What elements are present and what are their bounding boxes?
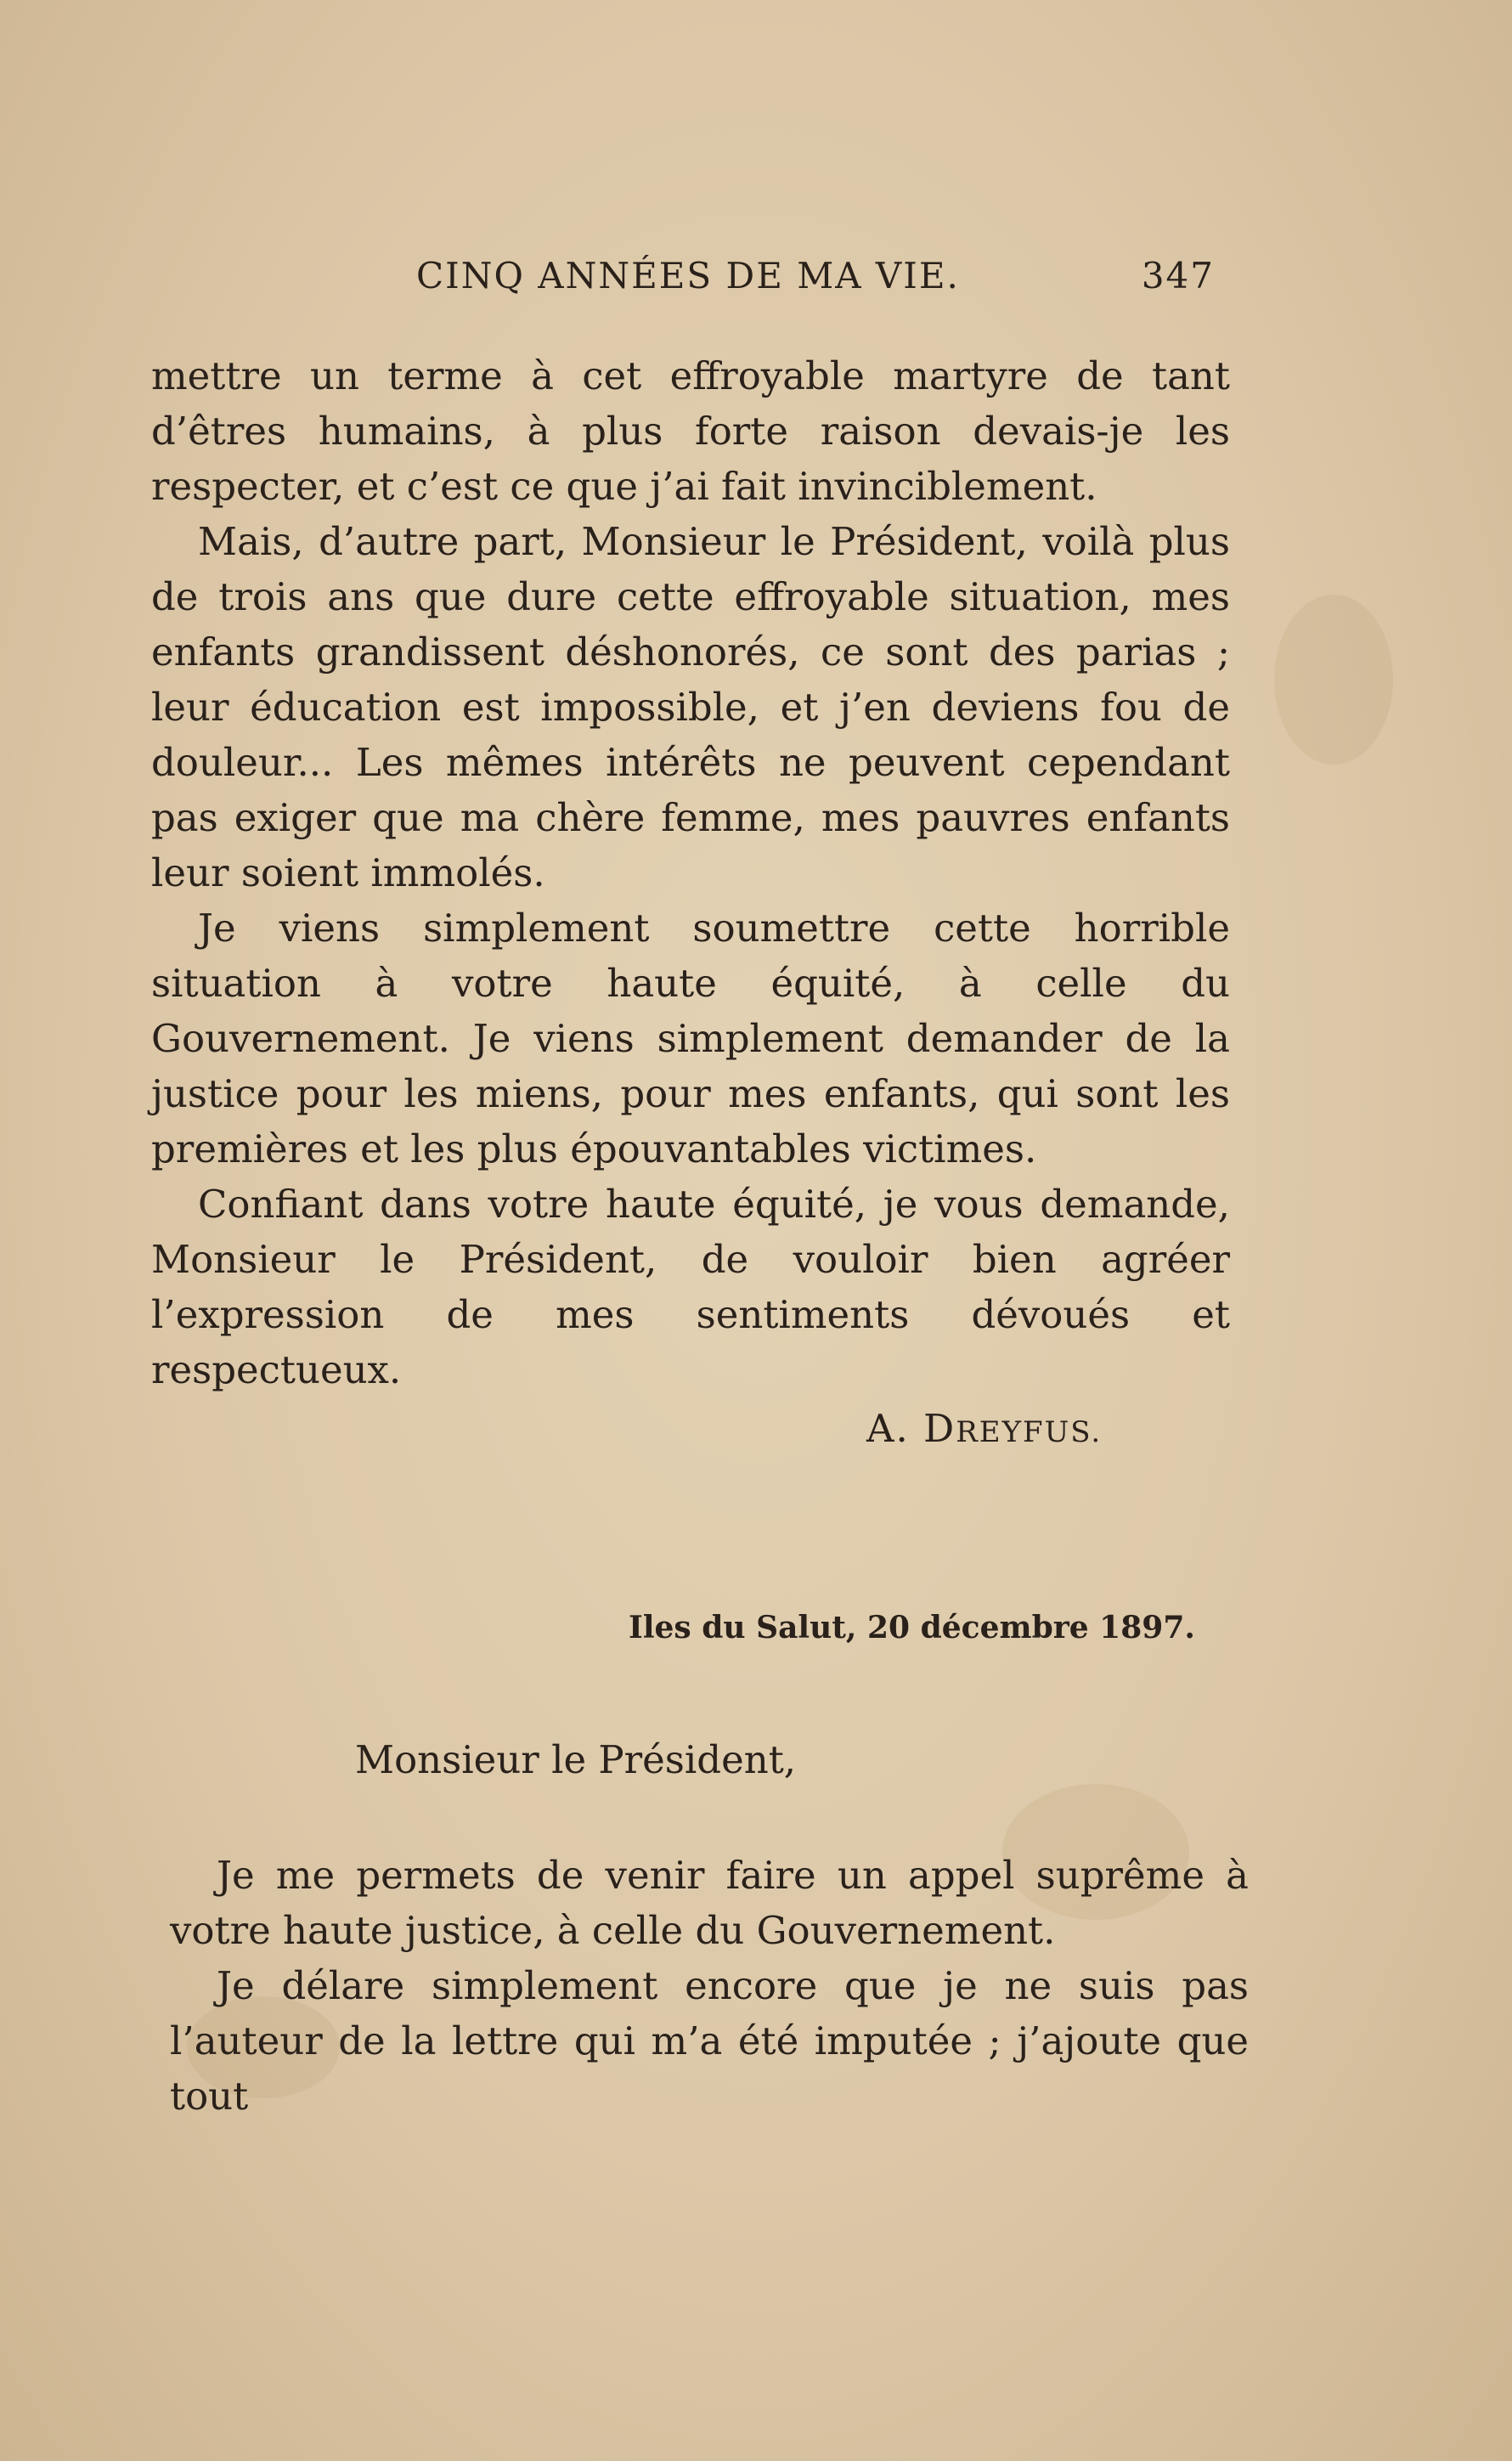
letter-body xyxy=(151,348,1230,1397)
salutation: Monsieur le Président, xyxy=(355,1737,797,1782)
signature xyxy=(866,1406,1102,1451)
signature-rest: REYFUS. xyxy=(956,1415,1103,1449)
dateline: Iles du Salut, 20 décembre 1897. xyxy=(629,1610,1195,1645)
paragraph: Confiant dans votre haute équité, je vous demande, Monsieur le Président, de vouloir bien agréer l’expression de mes sentiments dévoués et respectueux. xyxy=(151,1182,1230,1392)
paragraph-bold: Je délare simplement encore que je ne suis pas l’auteur de la lettre qui m’a été imputée ; j’ajoute que tout xyxy=(170,1963,1249,2119)
letter2-body xyxy=(170,1848,1249,2124)
paragraph-continuation: mettre un terme à cet effroyable martyre de tant d’êtres humains, à plus forte raison devais-je les respecter, et c’est ce que j’ai fait invinciblement. xyxy=(151,353,1230,509)
paragraph: Je me permets de venir faire un appel suprême à votre haute justice, à celle du Gouvernement. xyxy=(170,1853,1249,1953)
paper-stain xyxy=(1274,595,1393,765)
paragraph: Je viens simplement soumettre cette horrible situation à votre haute équité, à celle du Gouvernement. Je viens simplement demander de la justice pour les miens, pour mes enfants, qui sont les premières et les plus épouvantables victimes. xyxy=(151,906,1230,1171)
paragraph: Mais, d’autre part, Monsieur le Président, voilà plus de trois ans que dure cette effroyable situation, mes enfants grandissent déshonorés, ce sont des parias ; leur éducation est impossible, et j’en deviens fou de douleur... Les mêmes intérêts ne peuvent cependant pas exiger que ma chère femme, mes pauvres enfants leur soient immolés. xyxy=(151,519,1230,895)
running-head-title: CINQ ANNÉES DE MA VIE. xyxy=(416,255,960,296)
signature-initial: A. D xyxy=(866,1406,956,1451)
page-number: 347 xyxy=(1141,255,1215,296)
